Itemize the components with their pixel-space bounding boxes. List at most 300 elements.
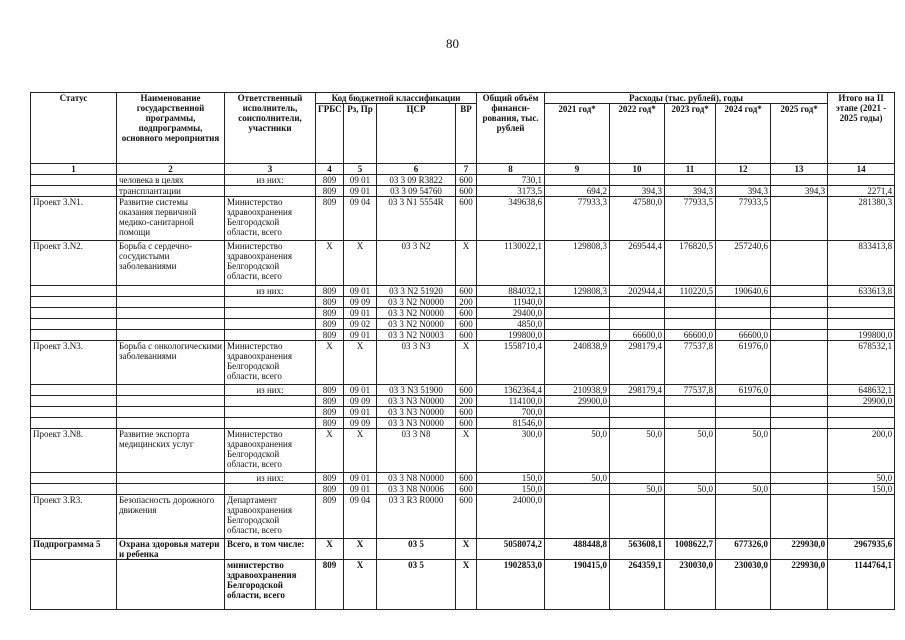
year-2022-cell: 50,0 — [610, 484, 665, 495]
stage-total-cell: 200,0 — [828, 429, 895, 473]
year-2025-cell — [771, 385, 828, 396]
name-cell — [117, 560, 225, 610]
name-cell: Безопасность дорожного движения — [117, 495, 225, 539]
responsible-cell: Всего, в том числе: — [225, 539, 316, 560]
status-cell — [31, 330, 117, 341]
year-2021-cell: 29900,0 — [545, 396, 610, 407]
header-grbs: ГРБС — [316, 104, 344, 164]
csr-cell: 03 3 09 54760 — [377, 186, 456, 197]
table-row — [31, 186, 895, 197]
year-2025-cell — [771, 319, 828, 330]
name-cell: Развитие экспорта медицинских услуг — [117, 429, 225, 473]
rzpr-cell: 09 01 — [344, 186, 377, 197]
status-cell — [31, 473, 117, 484]
total-cell: 114100,0 — [477, 396, 545, 407]
total-cell: 1130022,1 — [477, 241, 545, 286]
year-2025-cell — [771, 429, 828, 473]
year-2022-cell — [610, 396, 665, 407]
total-cell: 24000,0 — [477, 495, 545, 539]
total-cell: 29400,0 — [477, 308, 545, 319]
table-row — [31, 319, 895, 330]
table-row — [31, 407, 895, 418]
header-rzpr: Рз, Пр — [344, 104, 377, 164]
responsible-cell — [225, 308, 316, 319]
year-2024-cell — [716, 175, 771, 186]
year-2022-cell: 394,3 — [610, 186, 665, 197]
year-2023-cell: 50,0 — [665, 484, 716, 495]
status-cell — [31, 286, 117, 297]
name-cell — [117, 297, 225, 308]
csr-cell: 03 3 R3 R0000 — [377, 495, 456, 539]
header-vr: ВР — [456, 104, 477, 164]
col-num: 5 — [344, 164, 377, 175]
header-2023: 2023 год* — [665, 104, 716, 164]
responsible-cell: из них: — [225, 385, 316, 396]
grbs-cell: 809 — [316, 297, 344, 308]
year-2023-cell — [665, 308, 716, 319]
grbs-cell: 809 — [316, 473, 344, 484]
year-2024-cell — [716, 297, 771, 308]
year-2021-cell: 129808,3 — [545, 241, 610, 286]
csr-cell: 03 3 N2 N0000 — [377, 297, 456, 308]
grbs-cell: 809 — [316, 385, 344, 396]
total-cell: 150,0 — [477, 473, 545, 484]
csr-cell: 03 3 N2 N0003 — [377, 330, 456, 341]
year-2022-cell: 50,0 — [610, 429, 665, 473]
stage-total-cell — [828, 407, 895, 418]
vr-cell: 600 — [456, 418, 477, 429]
table-row — [31, 197, 895, 241]
csr-cell: 03 3 N2 — [377, 241, 456, 286]
name-cell — [117, 484, 225, 495]
rzpr-cell: 09 04 — [344, 495, 377, 539]
year-2023-cell — [665, 473, 716, 484]
col-num: 8 — [477, 164, 545, 175]
name-cell — [117, 407, 225, 418]
year-2021-cell: 77933,3 — [545, 197, 610, 241]
grbs-cell: 809 — [316, 396, 344, 407]
rzpr-cell: 09 01 — [344, 407, 377, 418]
status-cell: Проект 3.N2. — [31, 241, 117, 286]
stage-total-cell — [828, 175, 895, 186]
responsible-cell: Министерство здравоохранения Белгородской области, всего — [225, 429, 316, 473]
vr-cell: Х — [456, 429, 477, 473]
total-cell: 700,0 — [477, 407, 545, 418]
status-cell: Проект 3.R3. — [31, 495, 117, 539]
page-number: 80 — [446, 36, 459, 51]
header-budget-code: Код бюджетной классификации — [316, 93, 477, 104]
year-2023-cell — [665, 175, 716, 186]
csr-cell: 03 5 — [377, 539, 456, 560]
year-2021-cell — [545, 308, 610, 319]
vr-cell: Х — [456, 241, 477, 286]
total-cell: 11940,0 — [477, 297, 545, 308]
year-2024-cell: 61976,0 — [716, 385, 771, 396]
csr-cell: 03 3 N2 N0000 — [377, 319, 456, 330]
year-2024-cell: 677326,0 — [716, 539, 771, 560]
year-2022-cell — [610, 319, 665, 330]
col-num: 14 — [828, 164, 895, 175]
rzpr-cell: 09 01 — [344, 473, 377, 484]
vr-cell: 600 — [456, 385, 477, 396]
name-cell: Охрана здоровья матери и ребенка — [117, 539, 225, 560]
csr-cell: 03 3 N3 N0000 — [377, 407, 456, 418]
grbs-cell: 809 — [316, 495, 344, 539]
year-2024-cell — [716, 495, 771, 539]
year-2022-cell: 66600,0 — [610, 330, 665, 341]
year-2022-cell: 298179,4 — [610, 341, 665, 385]
year-2022-cell — [610, 473, 665, 484]
col-num: 6 — [377, 164, 456, 175]
total-cell: 349638,6 — [477, 197, 545, 241]
table-row — [31, 560, 895, 610]
col-num: 4 — [316, 164, 344, 175]
year-2022-cell — [610, 495, 665, 539]
rzpr-cell: Х — [344, 241, 377, 286]
year-2025-cell — [771, 308, 828, 319]
year-2023-cell: 1008622,7 — [665, 539, 716, 560]
stage-total-cell: 633613,8 — [828, 286, 895, 297]
year-2025-cell — [771, 241, 828, 286]
year-2025-cell — [771, 341, 828, 385]
col-num: 2 — [117, 164, 225, 175]
vr-cell: 600 — [456, 473, 477, 484]
grbs-cell: Х — [316, 241, 344, 286]
csr-cell: 03 3 N2 N0000 — [377, 308, 456, 319]
year-2024-cell — [716, 396, 771, 407]
vr-cell: 600 — [456, 175, 477, 186]
responsible-cell — [225, 484, 316, 495]
table-row — [31, 341, 895, 385]
year-2021-cell: 50,0 — [545, 429, 610, 473]
grbs-cell: 809 — [316, 186, 344, 197]
name-cell: человека в целях — [117, 175, 225, 186]
year-2025-cell — [771, 418, 828, 429]
responsible-cell: министерство здравоохранения Белгородской области, всего — [225, 560, 316, 610]
grbs-cell: 809 — [316, 308, 344, 319]
year-2023-cell: 77537,8 — [665, 341, 716, 385]
status-cell — [31, 418, 117, 429]
stage-total-cell: 29900,0 — [828, 396, 895, 407]
year-2021-cell: 488448,8 — [545, 539, 610, 560]
status-cell — [31, 385, 117, 396]
stage-total-cell: 50,0 — [828, 473, 895, 484]
year-2023-cell — [665, 396, 716, 407]
year-2024-cell — [716, 319, 771, 330]
rzpr-cell: Х — [344, 341, 377, 385]
year-2021-cell — [545, 319, 610, 330]
csr-cell: 03 3 N3 N0000 — [377, 396, 456, 407]
year-2022-cell — [610, 407, 665, 418]
year-2024-cell — [716, 308, 771, 319]
year-2022-cell — [610, 297, 665, 308]
header-responsible: Ответственный исполнитель, соисполнители, участники — [225, 93, 316, 164]
year-2023-cell: 77933,5 — [665, 197, 716, 241]
responsible-cell: Министерство здравоохранения Белгородской области, всего — [225, 197, 316, 241]
csr-cell: 03 3 N8 N0006 — [377, 484, 456, 495]
year-2023-cell: 66600,0 — [665, 330, 716, 341]
responsible-cell: Министерство здравоохранения Белгородской области, всего — [225, 241, 316, 286]
col-num: 10 — [610, 164, 665, 175]
year-2021-cell — [545, 175, 610, 186]
table-row — [31, 396, 895, 407]
total-cell: 300,0 — [477, 429, 545, 473]
stage-total-cell: 281380,3 — [828, 197, 895, 241]
table-row — [31, 429, 895, 473]
vr-cell: 600 — [456, 186, 477, 197]
year-2024-cell: 190640,6 — [716, 286, 771, 297]
rzpr-cell: 09 01 — [344, 175, 377, 186]
year-2023-cell — [665, 418, 716, 429]
status-cell — [31, 396, 117, 407]
stage-total-cell: 1144764,1 — [828, 560, 895, 610]
vr-cell: 600 — [456, 484, 477, 495]
csr-cell: 03 3 N2 51920 — [377, 286, 456, 297]
status-cell: Проект 3.N3. — [31, 341, 117, 385]
vr-cell: Х — [456, 341, 477, 385]
stage-total-cell — [828, 319, 895, 330]
header-csr: ЦСР — [377, 104, 456, 164]
name-cell — [117, 308, 225, 319]
csr-cell: 03 3 N3 N0000 — [377, 418, 456, 429]
responsible-cell — [225, 330, 316, 341]
grbs-cell: 809 — [316, 175, 344, 186]
year-2021-cell — [545, 484, 610, 495]
csr-cell: 03 3 N3 — [377, 341, 456, 385]
year-2023-cell — [665, 319, 716, 330]
year-2022-cell — [610, 418, 665, 429]
year-2021-cell: 129808,3 — [545, 286, 610, 297]
year-2022-cell — [610, 308, 665, 319]
rzpr-cell: 09 09 — [344, 297, 377, 308]
status-cell: Подпрограмма 5 — [31, 539, 117, 560]
rzpr-cell: 09 09 — [344, 418, 377, 429]
vr-cell: 600 — [456, 286, 477, 297]
responsible-cell — [225, 396, 316, 407]
status-cell — [31, 560, 117, 610]
table-row — [31, 308, 895, 319]
table-row — [31, 385, 895, 396]
vr-cell: Х — [456, 560, 477, 610]
vr-cell: 200 — [456, 297, 477, 308]
table-row — [31, 241, 895, 286]
total-cell: 3173,5 — [477, 186, 545, 197]
year-2022-cell: 264359,1 — [610, 560, 665, 610]
rzpr-cell: Х — [344, 539, 377, 560]
year-2025-cell — [771, 330, 828, 341]
grbs-cell: 809 — [316, 560, 344, 610]
year-2025-cell — [771, 396, 828, 407]
table-row — [31, 330, 895, 341]
rzpr-cell: 09 04 — [344, 197, 377, 241]
budget-table — [30, 92, 895, 610]
status-cell — [31, 175, 117, 186]
year-2022-cell: 47580,0 — [610, 197, 665, 241]
responsible-cell: из них: — [225, 286, 316, 297]
year-2021-cell: 210938,9 — [545, 385, 610, 396]
csr-cell: 03 3 N8 N0000 — [377, 473, 456, 484]
responsible-cell — [225, 418, 316, 429]
year-2024-cell — [716, 407, 771, 418]
vr-cell: 600 — [456, 495, 477, 539]
table-row — [31, 418, 895, 429]
name-cell: Борьба с сердечно-сосудистыми заболеваниями — [117, 241, 225, 286]
table-row — [31, 473, 895, 484]
year-2025-cell — [771, 197, 828, 241]
rzpr-cell: 09 01 — [344, 484, 377, 495]
grbs-cell: Х — [316, 341, 344, 385]
total-cell: 199800,0 — [477, 330, 545, 341]
year-2024-cell — [716, 418, 771, 429]
name-cell: трансплантации — [117, 186, 225, 197]
year-2025-cell: 229930,0 — [771, 539, 828, 560]
year-2024-cell: 394,3 — [716, 186, 771, 197]
vr-cell: Х — [456, 539, 477, 560]
grbs-cell: 809 — [316, 484, 344, 495]
responsible-cell: из них: — [225, 175, 316, 186]
year-2025-cell — [771, 473, 828, 484]
total-cell: 1362364,4 — [477, 385, 545, 396]
header-status: Статус — [31, 93, 117, 164]
year-2021-cell: 694,2 — [545, 186, 610, 197]
status-cell — [31, 319, 117, 330]
grbs-cell: 809 — [316, 418, 344, 429]
year-2021-cell — [545, 418, 610, 429]
col-num: 9 — [545, 164, 610, 175]
year-2022-cell — [610, 175, 665, 186]
responsible-cell — [225, 407, 316, 418]
year-2023-cell: 110220,5 — [665, 286, 716, 297]
vr-cell: 600 — [456, 407, 477, 418]
year-2024-cell: 61976,0 — [716, 341, 771, 385]
year-2021-cell: 50,0 — [545, 473, 610, 484]
csr-cell: 03 3 N1 5554R — [377, 197, 456, 241]
total-cell: 884032,1 — [477, 286, 545, 297]
name-cell — [117, 385, 225, 396]
stage-total-cell: 2967935,6 — [828, 539, 895, 560]
responsible-cell: из них: — [225, 473, 316, 484]
rzpr-cell: 09 01 — [344, 308, 377, 319]
year-2021-cell — [545, 495, 610, 539]
year-2024-cell: 50,0 — [716, 429, 771, 473]
grbs-cell: 809 — [316, 330, 344, 341]
rzpr-cell: 09 01 — [344, 330, 377, 341]
vr-cell: 200 — [456, 396, 477, 407]
col-num: 1 — [31, 164, 117, 175]
year-2023-cell: 230030,0 — [665, 560, 716, 610]
year-2021-cell: 240838,9 — [545, 341, 610, 385]
year-2024-cell: 50,0 — [716, 484, 771, 495]
year-2025-cell — [771, 286, 828, 297]
status-cell: Проект 3.N8. — [31, 429, 117, 473]
name-cell — [117, 473, 225, 484]
stage-total-cell — [828, 418, 895, 429]
csr-cell: 03 5 — [377, 560, 456, 610]
year-2021-cell — [545, 330, 610, 341]
responsible-cell — [225, 186, 316, 197]
vr-cell: 600 — [456, 330, 477, 341]
name-cell — [117, 286, 225, 297]
col-num: 11 — [665, 164, 716, 175]
rzpr-cell: 09 02 — [344, 319, 377, 330]
table-row — [31, 495, 895, 539]
year-2021-cell — [545, 407, 610, 418]
header-2022: 2022 год* — [610, 104, 665, 164]
stage-total-cell: 2271,4 — [828, 186, 895, 197]
status-cell: Проект 3.N1. — [31, 197, 117, 241]
year-2022-cell: 269544,4 — [610, 241, 665, 286]
rzpr-cell: Х — [344, 429, 377, 473]
year-2023-cell: 50,0 — [665, 429, 716, 473]
responsible-cell — [225, 297, 316, 308]
column-number-row — [31, 164, 895, 175]
total-cell: 5058074,2 — [477, 539, 545, 560]
year-2025-cell — [771, 175, 828, 186]
stage-total-cell: 678532,1 — [828, 341, 895, 385]
year-2025-cell — [771, 484, 828, 495]
year-2024-cell: 257240,6 — [716, 241, 771, 286]
csr-cell: 03 3 N8 — [377, 429, 456, 473]
table-row — [31, 175, 895, 186]
responsible-cell: Департамент здравоохранения Белгородской области, всего — [225, 495, 316, 539]
total-cell: 150,0 — [477, 484, 545, 495]
year-2024-cell: 230030,0 — [716, 560, 771, 610]
csr-cell: 03 3 N3 51900 — [377, 385, 456, 396]
header-name: Наименование государственной программы, подпрограммы, основного мероприятия — [117, 93, 225, 164]
status-cell — [31, 186, 117, 197]
total-cell: 1902853,0 — [477, 560, 545, 610]
vr-cell: 600 — [456, 308, 477, 319]
grbs-cell: Х — [316, 539, 344, 560]
year-2025-cell — [771, 407, 828, 418]
rzpr-cell: Х — [344, 560, 377, 610]
year-2021-cell — [545, 297, 610, 308]
col-num: 3 — [225, 164, 316, 175]
year-2024-cell: 66600,0 — [716, 330, 771, 341]
stage-total-cell: 150,0 — [828, 484, 895, 495]
grbs-cell: Х — [316, 429, 344, 473]
stage-total-cell — [828, 308, 895, 319]
name-cell: Борьба с онкологическими заболеваниями — [117, 341, 225, 385]
vr-cell: 600 — [456, 319, 477, 330]
year-2022-cell: 563608,1 — [610, 539, 665, 560]
status-cell — [31, 484, 117, 495]
stage-total-cell: 648632,1 — [828, 385, 895, 396]
responsible-cell: Министерство здравоохранения Белгородской области, всего — [225, 341, 316, 385]
vr-cell: 600 — [456, 197, 477, 241]
total-cell: 81546,0 — [477, 418, 545, 429]
year-2023-cell: 394,3 — [665, 186, 716, 197]
total-cell: 4850,0 — [477, 319, 545, 330]
year-2025-cell: 394,3 — [771, 186, 828, 197]
year-2024-cell: 77933,5 — [716, 197, 771, 241]
name-cell — [117, 418, 225, 429]
year-2022-cell: 202944,4 — [610, 286, 665, 297]
stage-total-cell — [828, 495, 895, 539]
stage-total-cell: 199800,0 — [828, 330, 895, 341]
table-row — [31, 539, 895, 560]
header-total: Общий объём финанси-рования, тыс. рублей — [477, 93, 545, 164]
rzpr-cell: 09 01 — [344, 286, 377, 297]
table-row — [31, 297, 895, 308]
responsible-cell — [225, 319, 316, 330]
grbs-cell: 809 — [316, 286, 344, 297]
year-2023-cell — [665, 407, 716, 418]
name-cell: Развитие системы оказания первичной медико-санитарной помощи — [117, 197, 225, 241]
col-num: 7 — [456, 164, 477, 175]
name-cell — [117, 396, 225, 407]
total-cell: 730,1 — [477, 175, 545, 186]
